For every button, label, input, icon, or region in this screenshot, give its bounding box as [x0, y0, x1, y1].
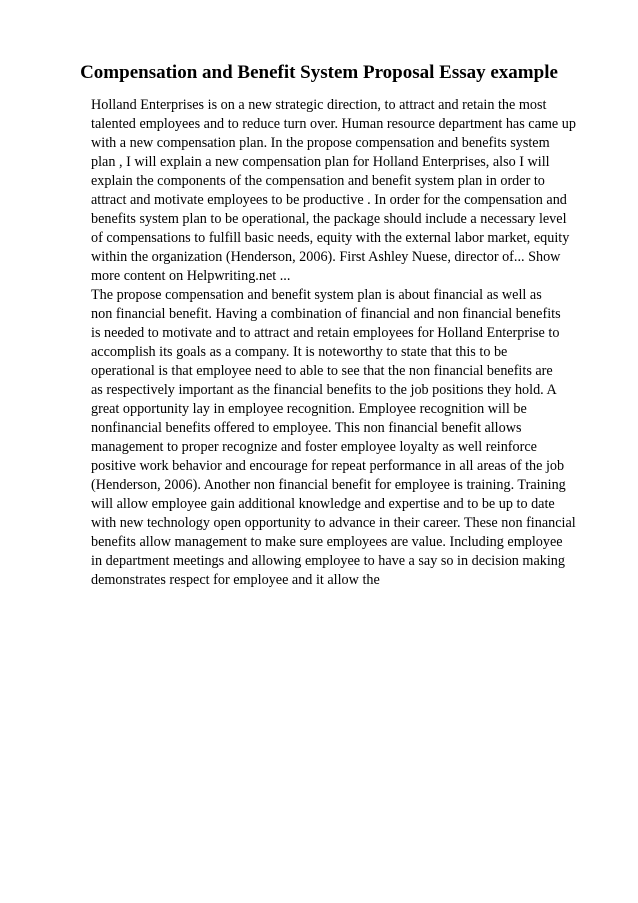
document-body [91, 96, 601, 590]
body-text-line: with new technology open opportunity to advance in their career. These non financial [91, 515, 576, 531]
body-text-line: non financial benefit. Having a combination of financial and non financial benefits [91, 306, 561, 322]
body-text-line: in department meetings and allowing employee to have a say so in decision making [91, 553, 565, 569]
body-text-line: of compensations to fulfill basic needs, equity with the external labor market, equity [91, 230, 570, 246]
body-text-line: plan , I will explain a new compensation plan for Holland Enterprises, also I will [91, 154, 550, 170]
body-text-line: management to proper recognize and foster employee loyalty as well reinforce [91, 439, 537, 455]
body-text-line: talented employees and to reduce turn over. Human resource department has came up [91, 116, 576, 132]
document-title: Compensation and Benefit System Proposal Essay example [80, 62, 558, 83]
body-text-line: within the organization (Henderson, 2006). First Ashley Nuese, director of... Show [91, 249, 561, 265]
body-text-line: with a new compensation plan. In the propose compensation and benefits system [91, 135, 550, 151]
body-text-line: (Henderson, 2006). Another non financial benefit for employee is training. Training [91, 477, 566, 493]
body-text-line: more content on Helpwriting.net ... [91, 268, 291, 284]
body-text-line: great opportunity lay in employee recognition. Employee recognition will be [91, 401, 527, 417]
body-text-line: benefits allow management to make sure employees are value. Including employee [91, 534, 563, 550]
body-text-line: attract and motivate employees to be productive . In order for the compensation and [91, 192, 567, 208]
body-text-line: positive work behavior and encourage for repeat performance in all areas of the job [91, 458, 565, 474]
body-text-line: will allow employee gain additional knowledge and expertise and to be up to date [91, 496, 555, 512]
body-text-line: explain the components of the compensation and benefit system plan in order to [91, 173, 545, 189]
body-text-line: nonfinancial benefits offered to employee. This non financial benefit allows [91, 420, 522, 436]
body-text-line: accomplish its goals as a company. It is noteworthy to state that this to be [91, 344, 508, 360]
body-text-line: Holland Enterprises is on a new strategic direction, to attract and retain the most [91, 97, 547, 113]
body-text-line: operational is that employee need to able to see that the non financial benefits are [91, 363, 553, 379]
body-text-line: as respectively important as the financial benefits to the job positions they hold. A [91, 382, 557, 398]
body-text-line: is needed to motivate and to attract and retain employees for Holland Enterprise to [91, 325, 560, 341]
body-text-line: The propose compensation and benefit system plan is about financial as well as [91, 287, 542, 303]
body-text-line: demonstrates respect for employee and it allow the [91, 572, 380, 588]
body-text-line: benefits system plan to be operational, the package should include a necessary level [91, 211, 567, 227]
